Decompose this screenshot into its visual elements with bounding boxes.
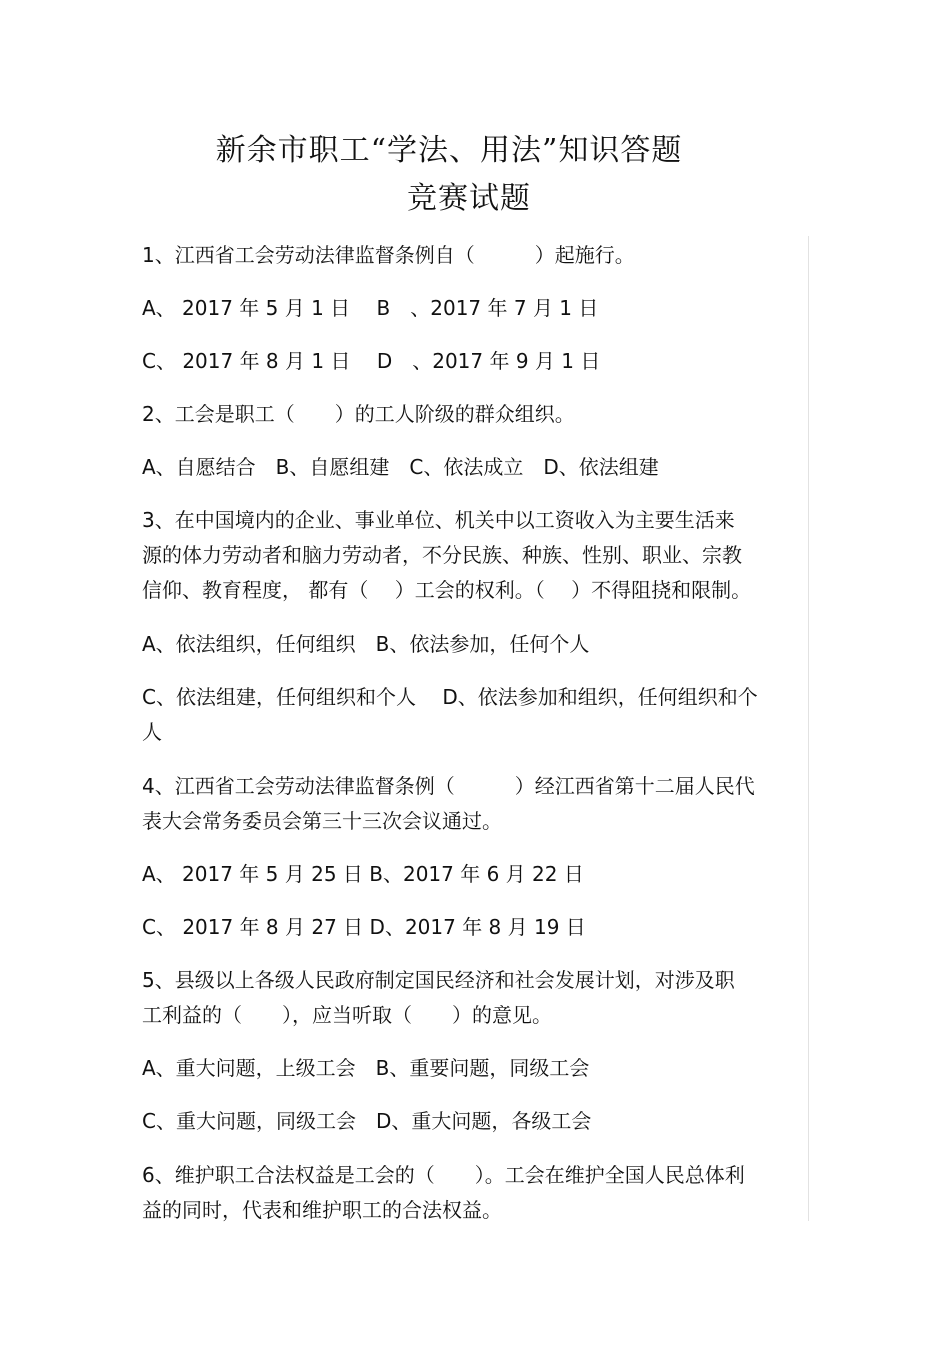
question-4-options-cd: C、 2017 年 8 月 27 日 D、2017 年 8 月 19 日 [142, 915, 586, 939]
document-title: 新余市职工“学法、用法”知识答题 [215, 133, 683, 168]
question-6-text-line1: 6、维护职工合法权益是工会的（ ）。工会在维护全国人民总体利 [142, 1163, 745, 1187]
document-subtitle: 竞赛试题 [407, 181, 531, 216]
question-5-text-line1: 5、县级以上各级人民政府制定国民经济和社会发展计划，对涉及职 [142, 968, 735, 992]
question-1-options-ab: A、 2017 年 5 月 1 日 B 、2017 年 7 月 1 日 [142, 296, 599, 320]
question-4-options-ab: A、 2017 年 5 月 25 日 B、2017 年 6 月 22 日 [142, 862, 584, 886]
question-5-options-cd: C、重大问题，同级工会 D、重大问题，各级工会 [142, 1109, 592, 1133]
question-5-options-ab: A、重大问题，上级工会 B、重要问题，同级工会 [142, 1056, 590, 1080]
question-4-text-line1: 4、江西省工会劳动法律监督条例（ ）经江西省第十二届人民代 [142, 774, 755, 798]
question-3-options-ab: A、依法组织，任何组织 B、依法参加，任何个人 [142, 632, 590, 656]
question-2-text: 2、工会是职工（ ）的工人阶级的群众组织。 [142, 402, 575, 426]
question-3-options-cd-cont: 人 [142, 720, 162, 744]
question-1-options-cd: C、 2017 年 8 月 1 日 D 、2017 年 9 月 1 日 [142, 349, 601, 373]
question-3-text-line2: 源的体力劳动者和脑力劳动者，不分民族、种族、性别、职业、宗教 [142, 543, 742, 567]
question-content [142, 236, 809, 1221]
question-6-text-line2: 益的同时，代表和维护职工的合法权益。 [142, 1198, 502, 1222]
question-5-text-line2: 工利益的（ ），应当听取（ ）的意见。 [142, 1003, 552, 1027]
question-3-options-cd: C、依法组建，任何组织和个人 D、依法参加和组织，任何组织和个 [142, 685, 758, 709]
question-3-text-line3: 信仰、教育程度， 都有（ ）工会的权利。（ ）不得阻挠和限制。 [142, 578, 752, 602]
question-1-text: 1、江西省工会劳动法律监督条例自（ ）起施行。 [142, 243, 635, 267]
question-2-options: A、自愿结合 B、自愿组建 C、依法成立 D、依法组建 [142, 455, 659, 479]
question-4-text-line2: 表大会常务委员会第三十三次会议通过。 [142, 809, 502, 833]
question-3-text-line1: 3、在中国境内的企业、事业单位、机关中以工资收入为主要生活来 [142, 508, 735, 532]
